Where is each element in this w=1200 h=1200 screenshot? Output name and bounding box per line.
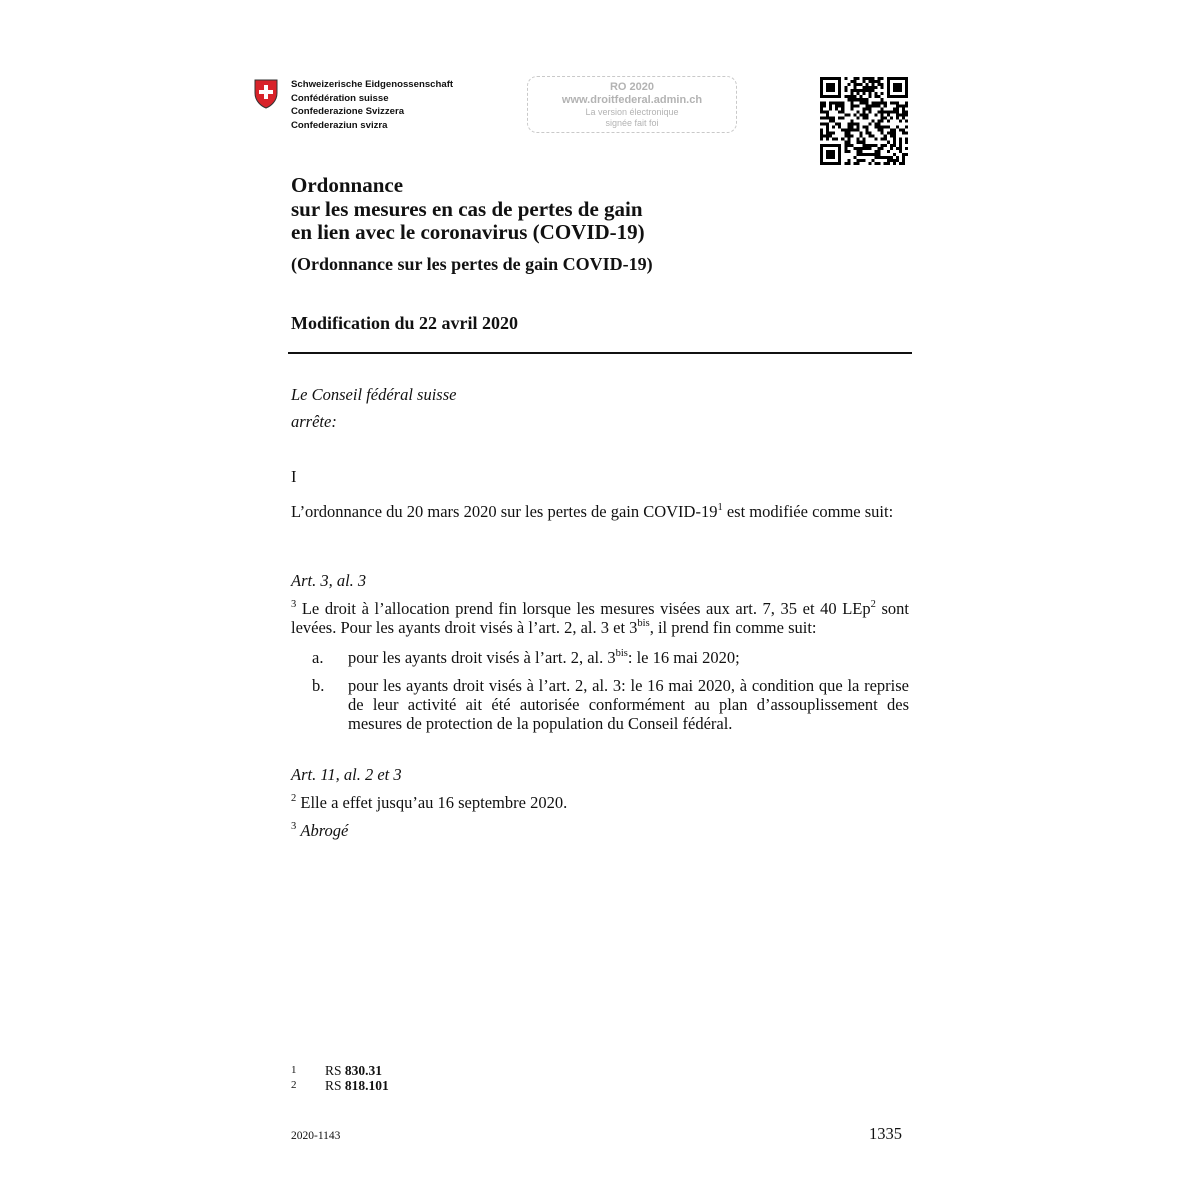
stamp-ro: RO 2020 [609,81,655,93]
item-a-text-2: : le 16 mai 2020; [627,648,740,667]
preamble-council: Le Conseil fédéral suisse [291,385,457,404]
art11-al2 [291,793,567,812]
qr-finder [887,77,908,98]
art11-al3-text: Abrogé [300,821,349,840]
intro-end: est modifiée comme suit: [722,502,894,521]
title-line-2: sur les mesures en cas de pertes de gain [291,196,643,221]
footnote-number: 2 [291,1079,297,1091]
swiss-crest-icon [253,79,279,109]
art11-al3-number: 3 [291,820,297,832]
footnote-text [325,1063,382,1078]
footnote-prefix: RS [325,1078,345,1093]
intro-paragraph [291,502,909,521]
art3-al-number: 3 [291,598,297,610]
art3-bis: bis [637,617,650,629]
footnote-2 [291,1078,389,1093]
footnote-1 [291,1063,389,1078]
art11-heading: Art. 11, al. 2 et 3 [291,765,402,784]
modification-date: Modification du 22 avril 2020 [291,313,519,333]
footnote-ref-1: 1 [717,501,723,513]
title-line-1: Ordonnance [291,173,404,197]
art11-al3 [291,821,348,840]
title-divider [288,352,912,354]
footnote-ref: 818.101 [344,1078,389,1093]
confederation-name-de: Schweizerische Eidgenossenschaft [291,79,454,90]
list-text-a [348,648,909,667]
stamp-note-1: La version électronique [585,107,679,117]
art3-text-a: Le droit à l’allocation prend fin lorsque les mesures visées aux art. 7, 35 et 40 LEp [296,599,871,618]
footnote-prefix: RS [325,1063,345,1078]
preamble-decree: arrête: [291,412,337,431]
art11-al2-number: 2 [291,792,297,804]
confederation-name-fr: Confédération suisse [291,92,389,104]
confederation-name-it: Confederazione Svizzera [291,106,405,117]
art3-text-b: sont levées. Pour les ayants droit visés à l’art. 2, al. 3 et 3 [291,599,909,637]
official-stamp [527,76,737,133]
footnotes [291,1063,389,1093]
qr-finder [820,77,841,98]
intro-text: L’ordonnance du 20 mars 2020 sur les pertes de gain COVID-19 [291,502,718,521]
document-number: 2020-1143 [291,1130,341,1142]
art3-text-c: , il prend fin comme suit: [649,618,817,637]
footnote-text [325,1078,389,1093]
art3-paragraph [291,599,909,637]
list-letter-a: a. [312,648,324,667]
list-text-b: pour les ayants droit visés à l’art. 2, al. 3: le 16 mai 2020, à condition que la reprise de leur activité ait été autorisée conformément au plan d’assouplissement des mesures de protection de la population du Conseil fédéral. [348,676,909,733]
item-a-bis: bis [615,647,628,659]
document-subtitle: (Ordonnance sur les pertes de gain COVID-19) [291,254,653,274]
footnote-ref-2: 2 [870,598,876,610]
item-a-text-1: pour les ayants droit visés à l’art. 2, al. 3 [348,648,616,667]
list-item-b [291,676,909,733]
confederation-names [291,78,453,132]
page-number: 1335 [869,1124,902,1143]
list-letter-b: b. [312,676,325,695]
footnote-ref: 830.31 [344,1063,383,1078]
qr-finder [820,144,841,165]
document-title [291,174,645,245]
list-item-a [291,648,909,667]
qr-code-icon [820,77,908,165]
footnote-number: 1 [291,1064,297,1076]
title-line-3: en lien avec le coronavirus (COVID-19) [291,220,645,244]
stamp-note-2: signée fait foi [605,118,659,128]
art11-al2-text: Elle a effet jusqu’au 16 septembre 2020. [296,793,568,812]
stamp-url: www.droitfederal.admin.ch [561,94,703,106]
section-number: I [291,467,297,486]
confederation-name-rm: Confederaziun svizra [291,119,388,131]
art3-heading: Art. 3, al. 3 [291,571,367,590]
